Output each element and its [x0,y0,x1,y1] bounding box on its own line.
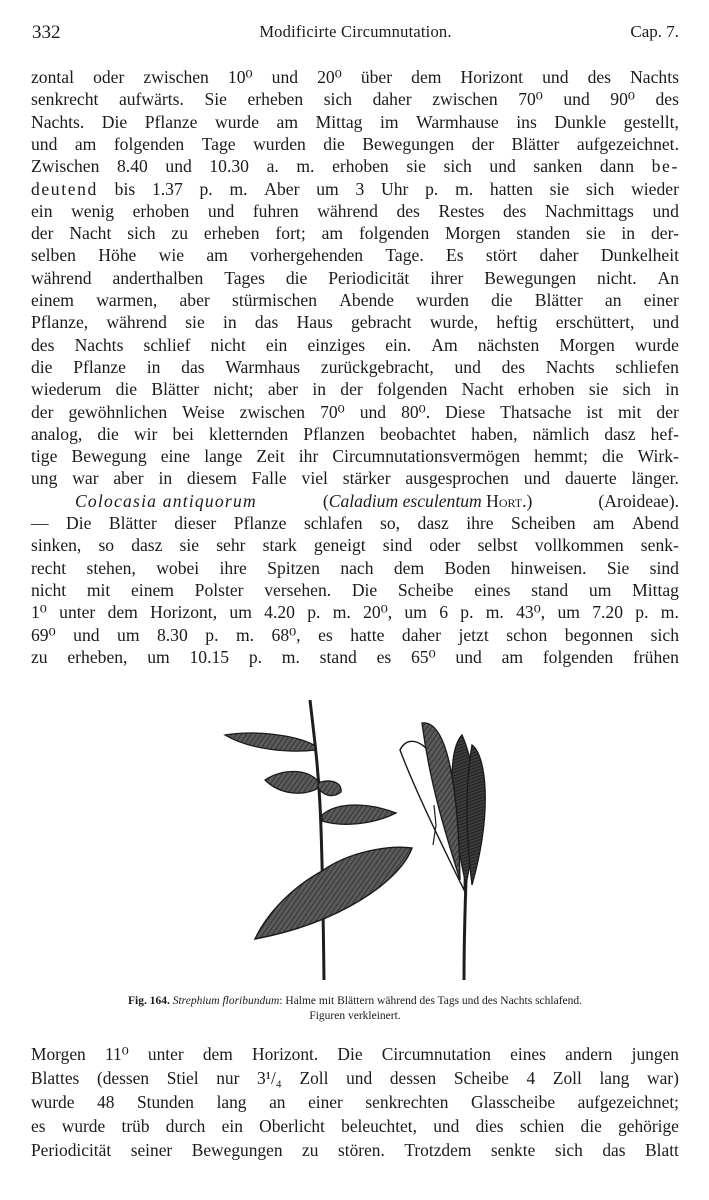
caption-species: Strephium floribundum [172,995,280,1007]
text-line: Periodicität seiner Bewegungen zu stören. Trotzdem senkte sich das Blatt [31,1140,679,1160]
text-line: senkrecht aufwärts. Sie erheben sich daher zwischen 70⁰ und 90⁰ des [31,89,679,110]
running-title: Modificirte Circumnutation. [259,22,452,41]
chapter-label: Cap. 7. [630,22,679,41]
text-line: Nachts. Die Pflanze wurde am Mittag im Warmhause ins Dunkle gestellt, [31,111,679,132]
species-heading-line: Colocasia antiquorum (Caladium esculentum Hort.) (Aroideae). [75,490,679,511]
running-header [32,22,679,48]
text-line: deutend bis 1.37 p. m. Aber um 3 Uhr p. m. hatten sie sich wieder [31,178,679,199]
text-line: Morgen 11⁰ unter dem Horizont. Die Circumnutation eines andern jungen [31,1044,679,1064]
text-line: 1⁰ unter dem Horizont, um 4.20 p. m. 20⁰, um 6 p. m. 43⁰, um 7.20 p. m. [31,602,679,623]
figure-strephium-illustration [210,695,500,985]
text-line: recht stehen, wobei ihre Spitzen nach dem Boden hinweisen. Sie sind [31,557,679,578]
text-line: tige Bewegung eine lange Zeit ihr Circumnutationsvermögen hemmt; die Wirk- [31,446,679,467]
text-line: und am folgenden Tage wurden die Bewegungen der Blätter aufgezeichnet. [31,133,679,154]
text-line: der Nacht sich zu erheben fort; am folgenden Morgen standen sie in der- [31,223,679,244]
text-line: die Pflanze in das Warmhaus zurückgebracht, und des Nachts schliefen [31,356,679,377]
text-line: 69⁰ und um 8.30 p. m. 68⁰, es hatte daher jetzt schon begonnen sich [31,624,679,645]
page-number: 332 [32,22,61,43]
text-line: Blattes (dessen Stiel nur 3¹/₄ Zoll und dessen Scheibe 4 Zoll lang war) [31,1068,679,1088]
text-line: zontal oder zwischen 10⁰ und 20⁰ über dem Horizont und des Nachts [31,67,679,87]
text-line: zu erheben, um 10.15 p. m. stand es 65⁰ und am folgenden frühen [31,646,679,667]
day-stem-illustration [225,700,412,980]
text-line: einem warmen, aber stürmischen Abende wurden die Blätter an einer [31,290,679,310]
text-line: der gewöhnlichen Weise zwischen 70⁰ und 80⁰. Diese Thatsache ist mit der [31,401,679,422]
text-line: sinken, so dasz sie sehr stark geneigt sind oder selbst vollkommen senk- [31,535,679,556]
text-line: Zwischen 8.40 und 10.30 a. m. erhoben sie sich und sanken dann be- [31,156,679,177]
text-line: selben Höhe wie am vorhergehenden Tage. Es stört daher Dunkelheit [31,245,679,266]
caption-text: : Halme mit Blättern während des Tags und des Nachts schlafend. [279,995,583,1007]
text-line: wiederum die Blätter nicht; aber in der folgenden Nacht erhoben sie sich in [31,379,679,400]
night-stem-illustration [400,723,485,980]
text-line: analog, die wir bei kletternden Pflanzen beobachtet haben, nämlich dasz hef- [31,423,679,444]
text-line: nicht mit einem Polster versehen. Die Scheibe eines stand um Mittag [31,579,679,600]
text-line: wurde 48 Stunden lang an einer senkrechten Glasscheibe aufgezeichnet; [31,1092,679,1112]
figure-caption [30,994,680,1024]
text-line: des Nachts schlief nicht ein einziges ein. Am nächsten Morgen wurde [31,334,679,355]
text-line: — Die Blätter dieser Pflanze schlafen so, dasz ihre Scheiben am Abend [31,513,679,533]
caption-line-2: Figuren verkleinert. [309,1010,401,1022]
caption-figure-number: Fig. 164. [127,995,170,1007]
text-line: Pflanze, während sie in das Haus gebracht wurde, heftig erschüttert, und [31,312,679,333]
text-line: ung war aber in diesem Falle viel stärker ausgesprochen und dauerte länger. [31,468,679,489]
text-line: ein wenig erhoben und fuhren während des Restes des Nachmittags und [31,200,679,221]
text-line: es wurde trüb durch ein Oberlicht beleuchtet, und dies schien die gehörige [31,1116,679,1136]
text-line: während anderthalben Tages die Periodicität ihrer Bewegungen nicht. An [31,267,679,288]
